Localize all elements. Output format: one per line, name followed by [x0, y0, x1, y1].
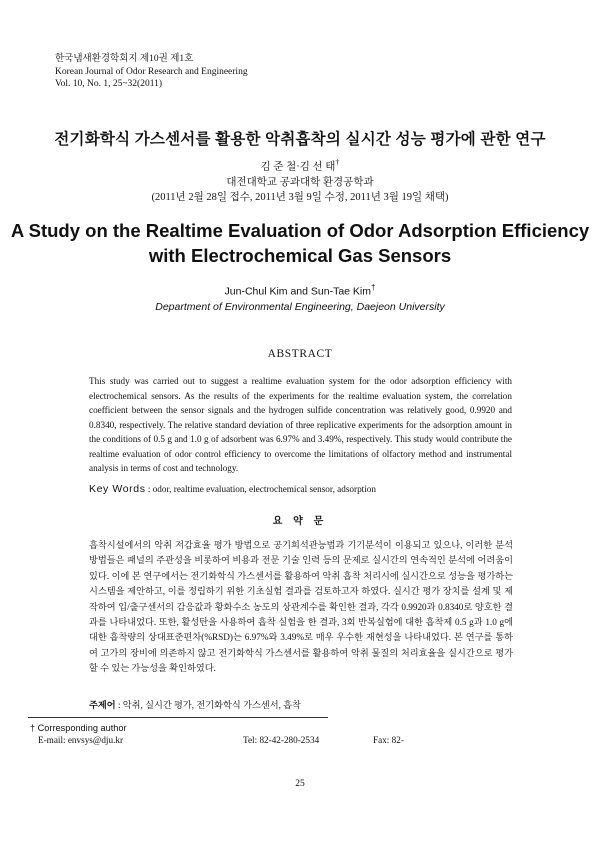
english-dagger-mark: †	[371, 283, 376, 292]
english-authors-block	[0, 280, 600, 315]
submission-dates: (2011년 2월 28일 접수, 2011년 3월 9일 수정, 2011년 3월 19일 채택)	[151, 191, 449, 203]
page-number: 25	[295, 779, 305, 789]
korean-author-names: 김 준 철·김 선 태	[260, 161, 336, 173]
contact-email: E-mail: envsys@dju.kr	[38, 735, 124, 745]
korean-authors-block	[0, 155, 600, 205]
keywords-label: Key Words	[89, 483, 146, 495]
english-department: Department of Environmental Engineering, Daejeon University	[155, 300, 445, 313]
journal-name-korean: 한국냄새환경학회지 제10권 제1호	[55, 54, 194, 64]
korean-keywords-label: 주제어	[89, 700, 116, 710]
journal-volume: Vol. 10, No. 1, 25~32(2011)	[55, 79, 163, 89]
english-author-names: Jun-Chul Kim and Sun-Tae Kim	[224, 285, 372, 298]
korean-keywords-text: : 악취, 실시간 평가, 전기화학식 가스센서, 흡착	[115, 700, 301, 710]
abstract-text: This study was carried out to suggest a realtime evaluation system for the odor adsorption efficiency with electrochemical sensors. As the results of the experiments for the realtime evaluation system, the correlation coefficient between the sensor signals and the hydrogen sulfide concentration was relatively good, 0.9920 and 0.8340, respectively. The relative standard deviation of three replicative experiments for the adsorption amount in the conditions of 0.5 g and 1.0 g of adsorbent was 6.97% and 3.49%, respectively. This study would contribute the realtime evaluation of odor control efficiency to overcome the limitations of olfactory method and instrumental analysis in terms of cost and technology.	[89, 376, 512, 473]
korean-summary-text: 흡착시설에서의 악취 저감효율 평가 방법으로 공기희석관능법과 기기분석이 이용되고 있으나, 이러한 분석방법들은 패널의 주관성을 비롯하여 비용과 전문 기술 인력 등의 문제로 실시간의 연속적인 분석에 어려움이 있다. 이에 본 연구에서는 전기화학식 가스센서를 활용하여 악취 흡착 처리시에 실시간으로 성능을 평가하는 시스템을 제안하고, 이를 정립하기 위한 기초실험 결과를 검토하고자 하였다. 실시간 평가 장치를 설계 및 제작하여 입/출구센서의 감응값과 황화수소 농도의 상관계수를 확인한 결과, 각각 0.9920과 0.8340로 양호한 결과를 나타내었다. 또한, 활성탄을 사용하여 흡착 실험을 한 결과, 3회 반복실험에 대한 흡착제 0.5 g과 1.0 g에 대한 흡착량의 상대표준편차(%RSD)는 6.97%와 3.49%로 매우 우수한 재현성을 나타내었다. 본 연구를 통하여 고가의 장비에 의존하지 않고 전기화학식 가스센서를 활용하여 악취 물질의 처리효율을 실시간으로 평가할 수 있는 가능성을 확인하였다.	[89, 540, 513, 674]
abstract-heading: ABSTRACT	[267, 348, 333, 360]
keywords-text: : odor, realtime evaluation, electrochemical sensor, adsorption	[145, 484, 376, 494]
corresponding-author-label: † Corresponding author	[30, 723, 127, 733]
korean-title: 전기화학식 가스센서를 활용한 악취흡착의 실시간 성능 평가에 관한 연구	[54, 131, 546, 148]
contact-row	[38, 734, 530, 747]
korean-dagger-mark: †	[335, 158, 340, 167]
english-title	[0, 218, 600, 268]
footnote-divider	[28, 717, 328, 718]
english-title-line-2: with Electrochemical Gas Sensors	[148, 245, 452, 266]
korean-affiliation: 대전대학교 공과대학 환경공학과	[226, 176, 374, 188]
contact-phone: Tel: 82-42-280-2534	[243, 735, 320, 745]
korean-author-names-line	[0, 155, 600, 175]
contact-fax: Fax: 82-	[373, 735, 404, 745]
english-title-line-1: A Study on the Realtime Evaluation of Odor Adsorption Efficiency	[10, 220, 590, 241]
journal-header	[55, 53, 248, 91]
journal-name-english: Korean Journal of Odor Research and Engineering	[55, 66, 248, 77]
english-author-names-line	[0, 280, 600, 300]
corresponding-author-footnote	[30, 722, 530, 747]
keywords-line	[89, 483, 376, 495]
korean-summary-heading: 요 약 문	[272, 516, 328, 527]
korean-keywords-line	[89, 697, 301, 711]
